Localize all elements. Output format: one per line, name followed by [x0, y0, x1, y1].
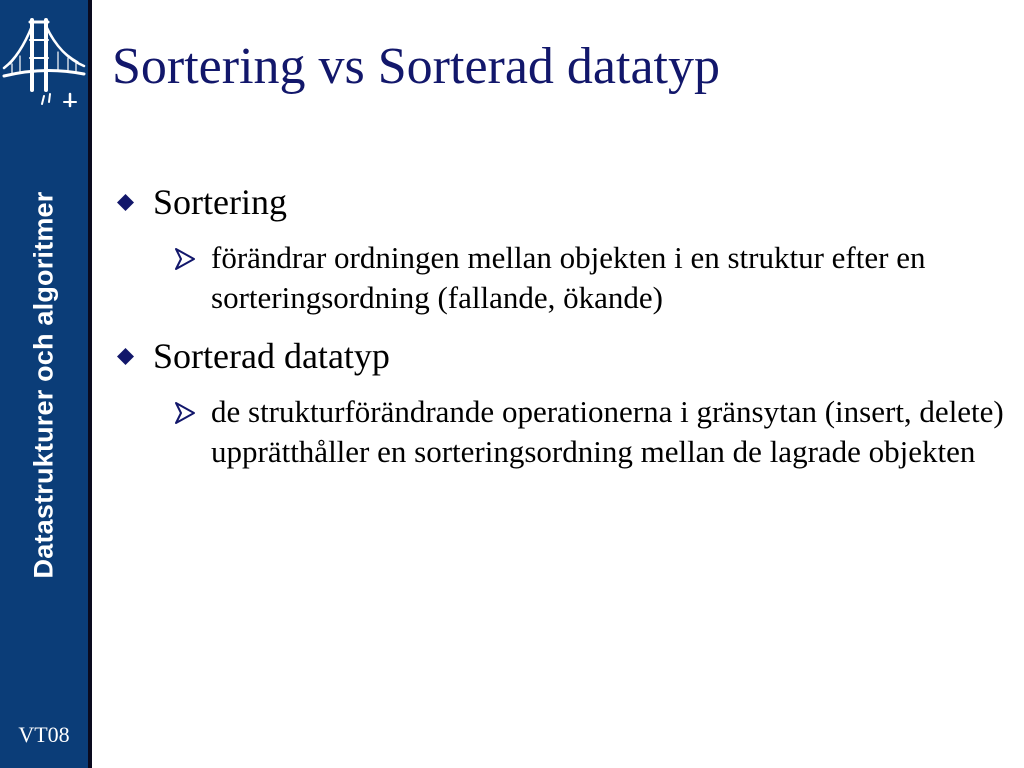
sidebar [0, 0, 92, 768]
sub-bullet-text: de strukturförändrande operationerna i gränsytan (insert, delete) upprätthåller en sorteringsordning mellan de lagrade objekten [211, 394, 1004, 469]
diamond-bullet-icon [117, 194, 134, 211]
sidebar-course-title: Datastrukturer och algoritmer [28, 191, 59, 579]
bullet-text: Sortering [153, 182, 287, 222]
bridge-logo-icon [2, 12, 86, 108]
slide-title: Sortering vs Sorterad datatyp [112, 38, 720, 95]
slide-content [115, 180, 1010, 472]
bullet-text: Sorterad datatyp [153, 336, 390, 376]
diamond-bullet-icon [117, 348, 134, 365]
arrowhead-bullet-icon [174, 401, 196, 425]
sub-bullet-text: förändrar ordningen mellan objekten i en struktur efter en sorteringsordning (fallande, ökande) [211, 240, 926, 315]
sub-bullet-sorterad-datatyp [211, 392, 1010, 472]
bullet-sorterad-datatyp [115, 334, 1010, 378]
sub-bullet-sortering [211, 238, 1010, 318]
arrowhead-bullet-icon [174, 247, 196, 271]
sidebar-term-label: VT08 [18, 722, 70, 747]
bullet-sortering [115, 180, 1010, 224]
